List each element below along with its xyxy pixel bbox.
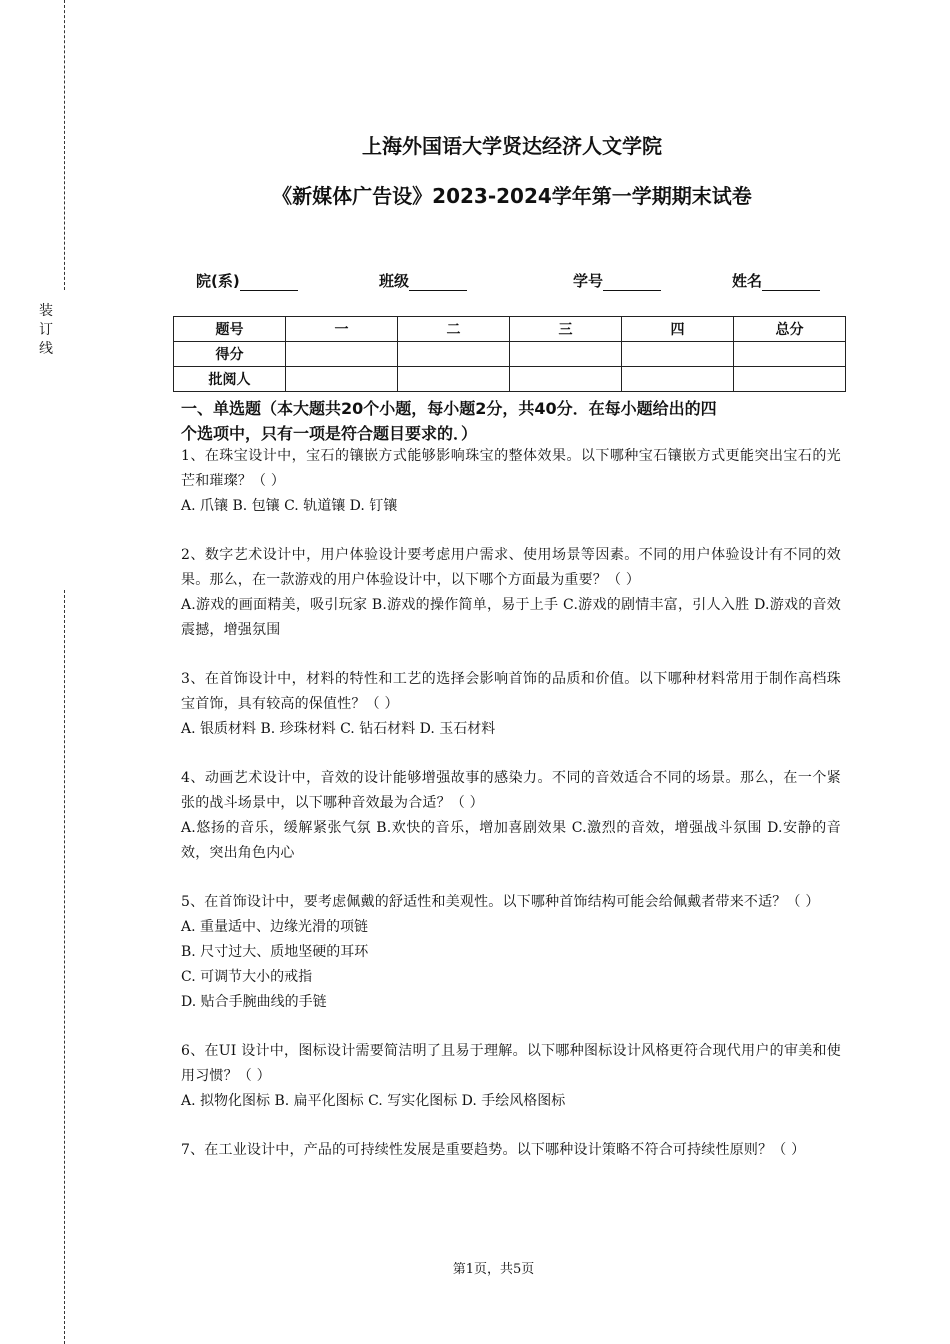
section-heading-line2: 个选项中，只有一项是符合题目要求的．） — [181, 424, 478, 443]
score-cell[interactable] — [286, 342, 398, 367]
question-2 — [181, 543, 841, 643]
question-stem: 5、在首饰设计中，要考虑佩戴的舒适性和美观性。以下哪种首饰结构可能会给佩戴者带来不适？（ ） — [181, 894, 820, 910]
info-field-class[interactable]: 班级 — [379, 270, 467, 291]
department-blank[interactable] — [240, 274, 298, 291]
score-row-label: 得分 — [174, 342, 286, 367]
question-stem: 1、在珠宝设计中，宝石的镶嵌方式能够影响珠宝的整体效果。以下哪种宝石镶嵌方式更能突出宝石的光芒和璀璨？（ ） — [181, 448, 841, 489]
question-options: A. 拟物化图标 B. 扁平化图标 C. 写实化图标 D. 手绘风格图标 — [181, 1093, 566, 1109]
question-option-b: B. 尺寸过大、质地坚硬的耳环 — [181, 944, 369, 960]
question-options: A.悠扬的音乐，缓解紧张气氛 B.欢快的音乐，增加喜剧效果 C.激烈的音效，增强战斗氛围 D.安静的音效，突出角色内心 — [181, 820, 841, 861]
question-option-c: C. 可调节大小的戒指 — [181, 969, 313, 985]
question-5 — [181, 890, 841, 1015]
question-stem: 4、动画艺术设计中，音效的设计能够增强故事的感染力。不同的音效适合不同的场景。那么，在一个紧张的战斗场景中，以下哪种音效最为合适？（ ） — [181, 770, 841, 811]
exam-title: 《新媒体广告设》2023-2024学年第一学期期末试卷 — [272, 184, 752, 208]
question-7 — [181, 1138, 841, 1163]
grader-cell[interactable] — [622, 367, 734, 392]
question-stem: 7、在工业设计中，产品的可持续性发展是重要趋势。以下哪种设计策略不符合可持续性原则？（ ） — [181, 1142, 806, 1158]
grader-row-label: 批阅人 — [174, 367, 286, 392]
grader-cell[interactable] — [398, 367, 510, 392]
score-table-header-cell: 一 — [286, 317, 398, 342]
grader-cell[interactable] — [286, 367, 398, 392]
question-options: A. 爪镶 B. 包镶 C. 轨道镶 D. 钉镶 — [181, 498, 398, 514]
question-stem: 2、数字艺术设计中，用户体验设计要考虑用户需求、使用场景等因素。不同的用户体验设计有不同的效果。那么，在一款游戏的用户体验设计中，以下哪个方面最为重要？（ ） — [181, 547, 841, 588]
score-table-header-cell: 总分 — [734, 317, 846, 342]
question-3 — [181, 667, 841, 742]
score-table-row-score — [174, 342, 846, 367]
question-stem: 3、在首饰设计中，材料的特性和工艺的选择会影响首饰的品质和价值。以下哪种材料常用于制作高档珠宝首饰，具有较高的保值性？（ ） — [181, 671, 841, 712]
question-options: A. 银质材料 B. 珍珠材料 C. 钻石材料 D. 玉石材料 — [181, 721, 496, 737]
score-table-row-grader — [174, 367, 846, 392]
question-4 — [181, 766, 841, 866]
question-stem: 6、在UI 设计中，图标设计需要简洁明了且易于理解。以下哪种图标设计风格更符合现代用户的审美和使用习惯？（ ） — [181, 1043, 841, 1084]
question-options: A.游戏的画面精美，吸引玩家 B.游戏的操作简单，易于上手 C.游戏的剧情丰富，引人入胜 D.游戏的音效震撼，增强氛围 — [181, 597, 841, 638]
info-field-department[interactable]: 院(系) — [196, 270, 298, 291]
binding-label: 装订线 — [39, 303, 53, 357]
info-field-student-id[interactable]: 学号 — [573, 270, 661, 291]
score-cell[interactable] — [510, 342, 622, 367]
score-table-header-cell: 题号 — [174, 317, 286, 342]
score-table-header-cell: 二 — [398, 317, 510, 342]
page-footer: 第1页，共5页 — [452, 1262, 535, 1277]
class-blank[interactable] — [409, 274, 467, 291]
name-blank[interactable] — [762, 274, 820, 291]
section-heading — [181, 396, 841, 446]
score-cell[interactable] — [622, 342, 734, 367]
score-cell[interactable] — [734, 342, 846, 367]
section-heading-line1: 一、单选题（本大题共20个小题，每小题2分，共40分．在每小题给出的四 — [181, 399, 717, 418]
student-info-row — [0, 270, 950, 292]
score-table — [173, 316, 846, 392]
grader-cell[interactable] — [510, 367, 622, 392]
grader-cell[interactable] — [734, 367, 846, 392]
info-field-name[interactable]: 姓名 — [732, 270, 820, 291]
question-option-a: A. 重量适中、边缘光滑的项链 — [181, 919, 369, 935]
score-table-header-cell: 四 — [622, 317, 734, 342]
question-option-d: D. 贴合手腕曲线的手链 — [181, 994, 327, 1010]
score-table-header-row — [174, 317, 846, 342]
student-id-blank[interactable] — [603, 274, 661, 291]
question-6 — [181, 1039, 841, 1114]
question-list — [181, 444, 841, 1187]
score-cell[interactable] — [398, 342, 510, 367]
school-name: 上海外国语大学贤达经济人文学院 — [362, 134, 662, 158]
question-1 — [181, 444, 841, 519]
binding-line-bottom — [64, 590, 65, 1344]
score-table-header-cell: 三 — [510, 317, 622, 342]
